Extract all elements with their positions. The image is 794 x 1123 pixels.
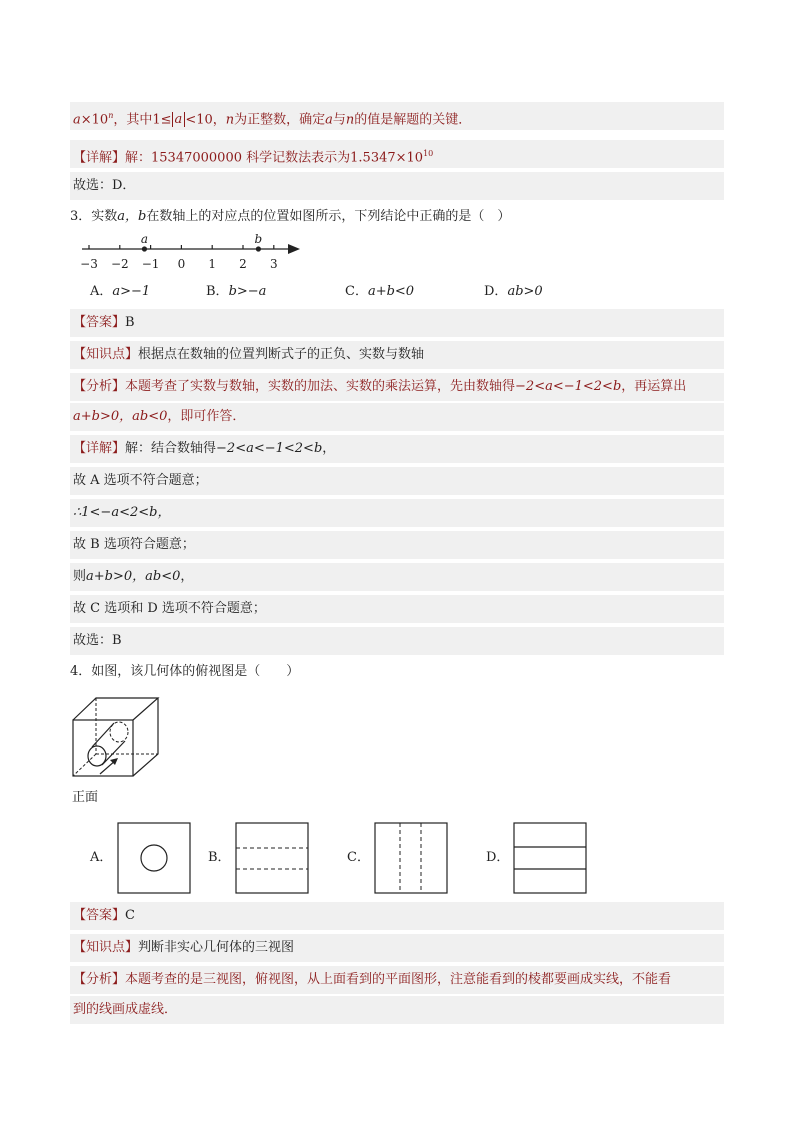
- q3-step1-text: 故 A 选项不符合题意；: [73, 473, 208, 488]
- q4-analysis-label: 【分析】: [73, 972, 126, 987]
- q4-knowledge: 判断非实心几何体的三视图: [138, 940, 295, 955]
- number-line-arrow: [288, 244, 300, 254]
- q3-step1: [70, 467, 724, 495]
- q2-var-n: n: [225, 112, 235, 128]
- point-b-dot: [256, 246, 261, 251]
- q4-option-a-label[interactable]: A．: [90, 850, 113, 865]
- q4-option-d-label[interactable]: D．: [486, 850, 510, 865]
- q3-option-b-label: B．: [206, 284, 229, 299]
- q2-detail-exp: 10: [423, 149, 434, 158]
- q4-analysis-line1: [70, 966, 724, 994]
- q3-detail-label: 【详解】: [73, 441, 126, 456]
- point-a-dot: [142, 246, 147, 251]
- q4-stem: [70, 662, 299, 682]
- q2-detail-line: [70, 140, 724, 168]
- q3-option-c[interactable]: [345, 282, 414, 302]
- q4-option-c-label[interactable]: C．: [347, 850, 370, 865]
- q3-answer-line: [70, 309, 724, 337]
- q4-answer-line: [70, 902, 724, 930]
- q4-analysis-line2: [70, 996, 724, 1024]
- q2-detail-value: 1.5347×10: [350, 150, 424, 166]
- q3-stem-vars: a，b: [117, 209, 147, 224]
- q3-step5-text: 故 C 选项和 D 选项不符合题意；: [73, 601, 266, 616]
- q2-exp-n: n: [108, 111, 114, 120]
- q2-text2: 为正整数，确定: [234, 112, 326, 128]
- q2-var-a: a: [73, 112, 81, 128]
- q3-option-b-expr: b>−a: [228, 284, 267, 299]
- option-a-circle: [141, 845, 167, 871]
- q3-analysis-text: 本题考查了实数与数轴，实数的加法、实数的乘法运算，先由数轴得: [125, 379, 516, 394]
- q3-answer: B: [125, 315, 135, 330]
- q4-option-a-figure[interactable]: [117, 822, 191, 894]
- number-line-tick-label: 3: [269, 257, 278, 271]
- q4-knowledge-line: [70, 934, 724, 962]
- q3-stem-rest: 在数轴上的对应点的位置如图所示，下列结论中正确的是（ ）: [146, 209, 511, 224]
- q2-choose-line: [70, 172, 724, 200]
- q2-text4: 的值是解题的关键．: [354, 112, 472, 128]
- option-d-square: [514, 823, 586, 893]
- q3-detail-end: ，: [322, 441, 336, 456]
- q3-step2: [70, 499, 724, 527]
- q2-choose: 故选：D．: [73, 178, 136, 193]
- q3-option-a[interactable]: [90, 282, 150, 302]
- point-a-label: a: [140, 232, 149, 246]
- option-c-square: [375, 823, 447, 893]
- q3-step4-end: ，: [180, 569, 194, 584]
- q3-detail-text: 解：结合数轴得: [125, 441, 217, 456]
- number-line-tick-label: 2: [239, 257, 247, 271]
- number-line-tick-label: 0: [177, 257, 186, 271]
- q2-explanation-line: [70, 102, 724, 130]
- point-b-label: b: [254, 232, 263, 246]
- q3-analysis-expr: a+b>0，ab<0: [73, 409, 168, 424]
- q2-text1: ，其中: [113, 112, 153, 128]
- q3-number-line: [70, 232, 310, 274]
- q4-option-c-figure[interactable]: [374, 822, 448, 894]
- q3-option-d[interactable]: [484, 282, 543, 302]
- q3-knowledge-label: 【知识点】: [73, 347, 139, 362]
- q3-option-a-expr: a>−1: [112, 284, 151, 299]
- q2-detail-text: 解：15347000000 科学记数法表示为: [125, 150, 351, 166]
- q4-solid-figure: [70, 694, 166, 780]
- q3-step4-pre: 则: [73, 569, 87, 584]
- number-line-tick-label: −3: [80, 257, 98, 271]
- q3-analysis-ineq: −2<a<−1<2<b: [515, 379, 622, 394]
- q4-answer: C: [125, 908, 135, 923]
- q3-step3-text: 故 B 选项符合题意；: [73, 537, 195, 552]
- q3-analysis-line2: [70, 403, 724, 431]
- q3-step4: [70, 563, 724, 591]
- q3-stem-prefix: 3．实数: [70, 209, 118, 224]
- q4-stem-text: 4．如图，该几何体的俯视图是（ ）: [70, 664, 300, 679]
- q3-option-d-label: D．: [484, 284, 508, 299]
- q3-step2-text: ∴1<−a<2<b，: [73, 505, 171, 520]
- q3-step4-expr: a+b>0，ab<0: [86, 569, 181, 584]
- q2-var-a2: a: [325, 112, 333, 128]
- q2-times10: ×10: [80, 112, 109, 128]
- q3-option-c-expr: a+b<0: [367, 284, 415, 299]
- q3-answer-label: 【答案】: [73, 315, 126, 330]
- option-b-square: [236, 823, 308, 893]
- q3-analysis-label: 【分析】: [73, 379, 126, 394]
- q4-analysis-text1: 本题考查的是三视图，俯视图，从上面看到的平面图形，注意能看到的棱都要画成实线，不能看: [125, 972, 672, 987]
- option-a-square: [118, 823, 190, 893]
- q3-option-a-label: A．: [90, 284, 113, 299]
- q2-abs-a: a: [172, 112, 186, 127]
- q3-knowledge-line: [70, 341, 724, 369]
- q3-analysis-end2: ，即可作答．: [167, 409, 246, 424]
- q2-lt10: <10，: [185, 112, 226, 128]
- q3-option-d-expr: ab>0: [507, 284, 543, 299]
- number-line-tick-label: 1: [208, 257, 217, 271]
- number-line-tick-label: −2: [110, 257, 129, 271]
- q3-option-b[interactable]: [206, 282, 266, 302]
- q3-stem: [70, 207, 510, 227]
- q3-step5: [70, 595, 724, 623]
- cube-top-face: [73, 698, 158, 720]
- q3-detail-line: [70, 435, 724, 463]
- q3-analysis-line1: [70, 373, 724, 401]
- q3-choose-line: [70, 627, 724, 655]
- q4-analysis-text2: 到的线画成虚线．: [73, 1002, 178, 1017]
- q2-one-le: 1≤: [152, 112, 172, 128]
- q3-option-c-label: C．: [345, 284, 368, 299]
- q3-choose: 故选：B: [73, 633, 122, 648]
- number-line-tick-label: −1: [141, 257, 160, 271]
- q2-detail-label: 【详解】: [73, 150, 126, 166]
- q4-knowledge-label: 【知识点】: [73, 940, 139, 955]
- q3-knowledge: 根据点在数轴的位置判断式子的正负、实数与数轴: [138, 347, 425, 362]
- q2-text3: 与: [332, 112, 346, 128]
- q3-detail-ineq: −2<a<−1<2<b: [216, 441, 323, 456]
- front-label: 正面: [72, 790, 99, 805]
- q3-analysis-end: ，再运算出: [621, 379, 687, 394]
- q2-var-n2: n: [345, 112, 355, 128]
- q3-step3: [70, 531, 724, 559]
- q4-option-b-label[interactable]: B．: [208, 850, 231, 865]
- q4-answer-label: 【答案】: [73, 908, 126, 923]
- q4-option-d-figure[interactable]: [513, 822, 587, 894]
- q4-option-b-figure[interactable]: [235, 822, 309, 894]
